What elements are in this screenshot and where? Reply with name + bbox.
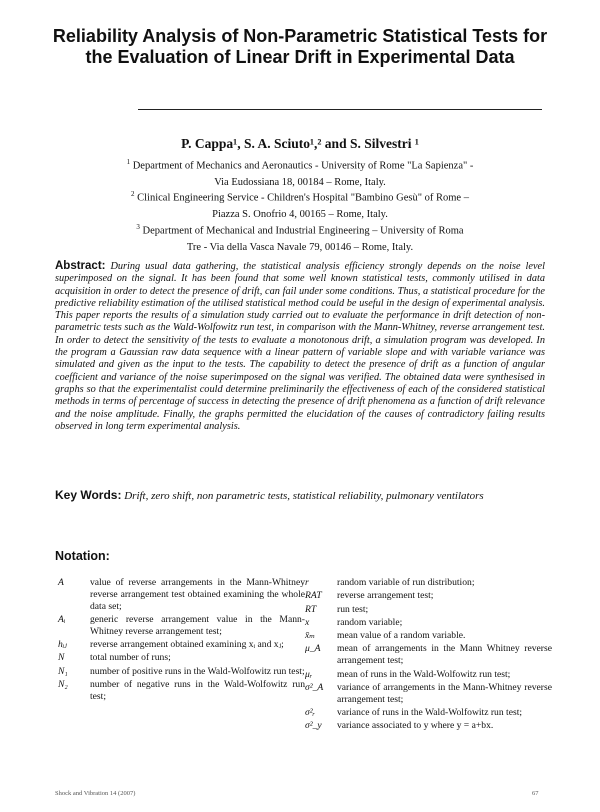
notation-symbol: σ²ᵣ: [305, 706, 315, 718]
notation-entry: [302, 707, 552, 719]
notation-definition: mean value of a random variable.: [337, 630, 466, 642]
notation-definition: generic reverse arrangement value in the Mann-Whitney reverse arrangement test;: [90, 613, 305, 637]
notation-entry: [302, 720, 552, 732]
notation-entry: [55, 639, 305, 651]
notation-definition: run test;: [337, 603, 369, 615]
affiliation-line: Tre - Via della Vasca Navale 79, 00146 – Rome, Italy.: [186, 241, 414, 253]
affiliation-line: Department of Mechanical and Industrial Engineering – University of Roma: [142, 225, 464, 237]
notation-definition: reverse arrangement test;: [337, 590, 434, 602]
notation-definition: number of positive runs in the Wald-Wolfowitz run test;: [90, 665, 305, 677]
notation-symbol: hᵢⱼ: [58, 638, 67, 650]
affiliation-line: Clinical Engineering Service - Children's Hospital "Bambino Gesù" of Rome –: [137, 192, 469, 204]
notation-entry: [302, 604, 552, 616]
notation-entry: [302, 643, 552, 667]
abstract: [55, 260, 545, 433]
footer-page-number: 67: [532, 790, 539, 797]
affiliation-3: [50, 219, 550, 256]
abstract-text: During usual data gathering, the statistical analysis efficiency strongly depends on the noise level superimposed on the signal. It has been found that some well known statistical tests, commonly utilised in data acquisition in order to detect the presence of drift, can fail under some conditions. Thus, a statistical procedure for the predictive reliability estimation of the utilised statistical method could be useful in the design of experimental analysis. This paper reports the results of a simulation study carried out to evaluate the performance in drift detection of non-parametric tests such as the Wald-Wolfowitz run test, in comparison with the Mann-Whitney, reverse arrangement test. In order to detect the sensitivity of the tests to evaluate a monotonous drift, a simulation program was developed. In the program a Gaussian raw data sequence with a linear pattern of variable slope and with variable variance was simulated and given as the input to the tests. The capability to detect the presence of drift as a function of angular coefficient and variance of the noise superimposed on the signal was verified. The obtained data were synthesised in graphs so that the experimentalist could determine preliminarily the effectiveness of each of the considered statistical methods in terms of percentage of success in detecting the presence of drift phenomena as a function of drift relevance and the noise amplitude. Finally, the graphs permitted the elucidation of the causes of contradictory failing results observed in long term experimental analysis.: [55, 261, 545, 432]
notation-symbol: σ²_A: [305, 681, 324, 693]
notation-definition: variance of arrangements in the Mann-Whitney reverse arrangement test;: [337, 681, 552, 705]
title-rule-center: [238, 109, 366, 110]
paper-title: Reliability Analysis of Non-Parametric Statistical Tests for the Evaluation of Linear Drift in Experimental Data: [52, 26, 548, 67]
notation-heading: Notation:: [55, 549, 110, 563]
notation-symbol: N₂: [58, 678, 68, 690]
notation-symbol: RT: [305, 603, 317, 615]
title-rule-left: [138, 109, 248, 110]
notation-entry: [55, 652, 305, 664]
notation-symbol: N: [58, 652, 65, 664]
affiliation-line: Department of Mechanics and Aeronautics - University of Rome "La Sapienza" -: [132, 160, 474, 172]
notation-entry: [55, 679, 305, 703]
notation-entry: [55, 577, 305, 612]
notation-symbol: RAT: [305, 590, 322, 602]
notation-definition: mean of arrangements in the Mann Whitney reverse arrangement test;: [337, 643, 552, 667]
notation-entry: [302, 682, 552, 706]
notation-symbol: μ_A: [305, 643, 321, 655]
notation-symbol: μᵣ: [305, 668, 313, 680]
notation-entry: [302, 669, 552, 681]
notation-entry: [302, 577, 552, 589]
notation-symbol: N₁: [58, 665, 68, 677]
notation-definition: variance of runs in the Wald-Wolfowitz run test;: [337, 706, 523, 718]
notation-symbol: A: [58, 577, 64, 588]
abstract-label: Abstract:: [55, 260, 106, 272]
keywords: [55, 488, 545, 502]
affiliation-marker: 3: [136, 223, 140, 231]
notation-symbol: Aᵢ: [58, 613, 66, 625]
notation-definition: random variable;: [337, 616, 403, 628]
notation-symbol: σ²_y: [305, 720, 322, 732]
notation-definition: random variable of run distribution;: [337, 577, 475, 588]
notation-symbol: r: [305, 577, 309, 588]
notation-entry: [302, 617, 552, 629]
notation-right-column: [302, 577, 552, 734]
notation-symbol: x: [305, 616, 310, 628]
affiliation-2: [50, 186, 550, 223]
affiliation-line: Via Eudossiana 18, 00184 – Rome, Italy.: [214, 176, 386, 188]
notation-definition: variance associated to y where y = a+bx.: [337, 720, 494, 732]
notation-definition: reverse arrangement obtained examining xᵢ and xⱼ;: [90, 638, 284, 650]
notation-entry: [55, 614, 305, 638]
notation-entry: [302, 630, 552, 642]
notation-symbol: x̄ₘ: [305, 630, 316, 642]
author-list: P. Cappa¹, S. A. Sciuto¹,² and S. Silvestri ¹: [181, 136, 419, 151]
affiliation-marker: 1: [126, 158, 131, 166]
notation-left-column: [55, 577, 305, 704]
notation-entry: [55, 666, 305, 678]
keywords-text: Drift, zero shift, non parametric tests, statistical reliability, pulmonary ventilators: [124, 490, 484, 502]
notation-entry: [302, 590, 552, 602]
title-rule-right: [366, 109, 542, 110]
notation-definition: value of reverse arrangements in the Mann-Whitney reverse arrangement test obtained examining the whole data set;: [90, 577, 305, 612]
affiliation-line: Piazza S. Onofrio 4, 00165 – Rome, Italy.: [212, 208, 388, 220]
keywords-label: Key Words:: [55, 488, 122, 502]
notation-definition: total number of runs;: [90, 652, 171, 664]
notation-definition: number of negative runs in the Wald-Wolfowitz run test;: [90, 678, 305, 702]
affiliation-marker: 2: [131, 190, 135, 198]
notation-definition: mean of runs in the Wald-Wolfowitz run test;: [337, 668, 511, 680]
footer-journal: Shock and Vibration 14 (2007): [55, 790, 136, 797]
